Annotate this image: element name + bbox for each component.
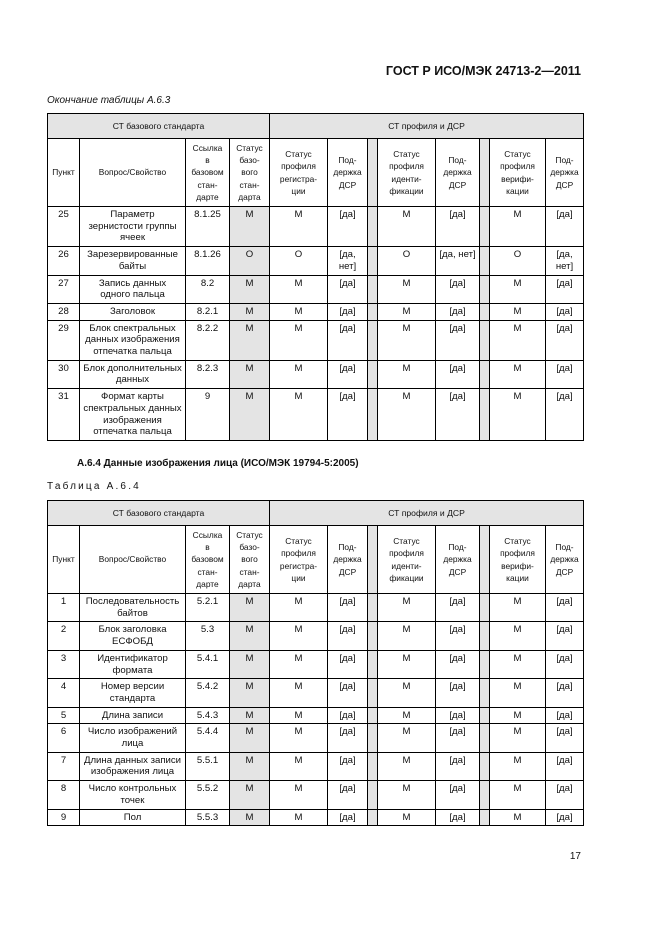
cell-item: 30	[48, 360, 80, 388]
cell-status-identification: M	[378, 275, 436, 303]
cell-status-identification: M	[378, 622, 436, 650]
cell-support-registration: [да]	[328, 781, 368, 809]
header-item: Пункт	[48, 526, 80, 594]
header-support-verification: Под- держка ДСР	[546, 526, 584, 594]
table-row	[48, 247, 584, 275]
header-group-profile: СТ профиля и ДСР	[270, 501, 584, 526]
cell-status-verification: M	[490, 707, 546, 724]
cell-item: 29	[48, 320, 80, 360]
table-header	[48, 114, 584, 207]
cell-support-identification: [да]	[436, 303, 480, 320]
table-row	[48, 724, 584, 752]
cell-support-identification: [да]	[436, 389, 480, 441]
cell-item: 3	[48, 650, 80, 678]
cell-item: 6	[48, 724, 80, 752]
cell-support-registration: [да]	[328, 207, 368, 247]
cell-reference: 5.4.2	[186, 679, 230, 707]
cell-status-registration: M	[270, 389, 328, 441]
header-support-registration: Под- держка ДСР	[328, 139, 368, 207]
cell-spacer	[368, 303, 378, 320]
cell-support-verification: [да]	[546, 360, 584, 388]
cell-support-identification: [да]	[436, 752, 480, 780]
cell-support-identification: [да]	[436, 781, 480, 809]
cell-status-base: M	[230, 594, 270, 622]
cell-status-identification: M	[378, 679, 436, 707]
cell-spacer	[368, 781, 378, 809]
cell-spacer	[368, 275, 378, 303]
cell-status-verification: M	[490, 781, 546, 809]
header-spacer	[480, 526, 490, 594]
cell-item: 8	[48, 781, 80, 809]
cell-support-verification: [да]	[546, 809, 584, 826]
cell-status-verification: M	[490, 389, 546, 441]
cell-support-registration: [да]	[328, 622, 368, 650]
cell-support-registration: [да]	[328, 724, 368, 752]
cell-question: Блок спектральных данных изображения отпечатка пальца	[80, 320, 186, 360]
cell-status-verification: M	[490, 724, 546, 752]
cell-spacer	[368, 360, 378, 388]
header-item: Пункт	[48, 139, 80, 207]
cell-support-registration: [да]	[328, 303, 368, 320]
cell-status-registration: M	[270, 809, 328, 826]
cell-question: Идентификатор формата	[80, 650, 186, 678]
cell-status-base: M	[230, 707, 270, 724]
cell-item: 25	[48, 207, 80, 247]
cell-spacer	[368, 594, 378, 622]
cell-support-registration: [да]	[328, 809, 368, 826]
cell-item: 9	[48, 809, 80, 826]
cell-support-identification: [да]	[436, 809, 480, 826]
cell-spacer	[480, 679, 490, 707]
cell-spacer	[480, 360, 490, 388]
cell-status-base: M	[230, 389, 270, 441]
table-row	[48, 303, 584, 320]
header-group-base: СТ базового стандарта	[48, 114, 270, 139]
cell-status-base: M	[230, 650, 270, 678]
header-group-profile: СТ профиля и ДСР	[270, 114, 584, 139]
cell-support-identification: [да]	[436, 650, 480, 678]
cell-support-verification: [да]	[546, 303, 584, 320]
header-spacer	[368, 139, 378, 207]
cell-status-verification: M	[490, 275, 546, 303]
cell-support-identification: [да]	[436, 207, 480, 247]
table-a-6-3	[47, 113, 584, 441]
cell-question: Последовательность байтов	[80, 594, 186, 622]
cell-spacer	[368, 650, 378, 678]
cell-support-identification: [да]	[436, 622, 480, 650]
cell-spacer	[480, 207, 490, 247]
cell-reference: 5.4.3	[186, 707, 230, 724]
page-number: 17	[569, 851, 581, 862]
cell-spacer	[368, 320, 378, 360]
cell-status-base: M	[230, 360, 270, 388]
header-reference: Ссылка в базовом стан- дарте	[186, 139, 230, 207]
cell-status-identification: M	[378, 389, 436, 441]
cell-support-registration: [да]	[328, 752, 368, 780]
cell-status-identification: M	[378, 594, 436, 622]
cell-support-identification: [да]	[436, 724, 480, 752]
table-row	[48, 389, 584, 441]
header-status-verification: Статус профиля верифи- кации	[490, 526, 546, 594]
cell-status-identification: M	[378, 320, 436, 360]
cell-item: 4	[48, 679, 80, 707]
cell-spacer	[368, 679, 378, 707]
cell-support-verification: [да]	[546, 207, 584, 247]
cell-support-registration: [да]	[328, 360, 368, 388]
table-row	[48, 679, 584, 707]
cell-question: Номер версии стандарта	[80, 679, 186, 707]
cell-spacer	[368, 809, 378, 826]
header-group-base: СТ базового стандарта	[48, 501, 270, 526]
cell-status-verification: M	[490, 320, 546, 360]
cell-spacer	[480, 724, 490, 752]
cell-item: 7	[48, 752, 80, 780]
cell-status-identification: M	[378, 303, 436, 320]
cell-status-verification: M	[490, 303, 546, 320]
header-spacer	[480, 139, 490, 207]
cell-spacer	[480, 809, 490, 826]
table-row	[48, 622, 584, 650]
cell-reference: 5.5.1	[186, 752, 230, 780]
header-spacer	[368, 526, 378, 594]
table-row	[48, 360, 584, 388]
table2-caption: Таблица А.6.4	[47, 481, 141, 492]
table-row	[48, 207, 584, 247]
cell-item: 2	[48, 622, 80, 650]
header-support-verification: Под- держка ДСР	[546, 139, 584, 207]
header-status-identification: Статус профиля иденти- фикации	[378, 526, 436, 594]
table-body	[48, 207, 584, 441]
cell-support-verification: [да]	[546, 594, 584, 622]
cell-support-identification: [да]	[436, 360, 480, 388]
cell-reference: 5.4.4	[186, 724, 230, 752]
table-a-6-4	[47, 500, 584, 826]
header-status-identification: Статус профиля иденти- фикации	[378, 139, 436, 207]
document-code: ГОСТ Р ИСО/МЭК 24713-2—2011	[385, 64, 581, 78]
cell-support-verification: [да]	[546, 707, 584, 724]
cell-status-base: M	[230, 320, 270, 360]
table-row	[48, 752, 584, 780]
header-question: Вопрос/Свойство	[80, 139, 186, 207]
cell-support-verification: [да]	[546, 724, 584, 752]
cell-status-base: M	[230, 679, 270, 707]
cell-status-identification: M	[378, 724, 436, 752]
cell-item: 28	[48, 303, 80, 320]
cell-status-registration: M	[270, 650, 328, 678]
header-question: Вопрос/Свойство	[80, 526, 186, 594]
cell-question: Длина данных записи изображения лица	[80, 752, 186, 780]
cell-status-identification: M	[378, 650, 436, 678]
cell-reference: 9	[186, 389, 230, 441]
cell-status-verification: M	[490, 207, 546, 247]
cell-reference: 8.2.1	[186, 303, 230, 320]
cell-spacer	[368, 724, 378, 752]
cell-status-verification: M	[490, 679, 546, 707]
cell-question: Параметр зернистости группы ячеек	[80, 207, 186, 247]
cell-reference: 5.2.1	[186, 594, 230, 622]
cell-status-registration: M	[270, 622, 328, 650]
cell-status-verification: M	[490, 752, 546, 780]
cell-status-registration: M	[270, 207, 328, 247]
cell-question: Длина записи	[80, 707, 186, 724]
cell-reference: 5.5.3	[186, 809, 230, 826]
cell-status-identification: M	[378, 809, 436, 826]
cell-question: Запись данных одного пальца	[80, 275, 186, 303]
cell-status-base: M	[230, 275, 270, 303]
cell-status-identification: M	[378, 752, 436, 780]
cell-spacer	[480, 247, 490, 275]
cell-spacer	[368, 247, 378, 275]
table1-caption: Окончание таблицы А.6.3	[47, 95, 171, 106]
cell-support-registration: [да]	[328, 275, 368, 303]
header-status-base: Статус базо- вого стан- дарта	[230, 139, 270, 207]
cell-status-base: M	[230, 809, 270, 826]
cell-status-verification: M	[490, 360, 546, 388]
cell-spacer	[368, 622, 378, 650]
cell-question: Заголовок	[80, 303, 186, 320]
cell-item: 31	[48, 389, 80, 441]
cell-spacer	[368, 207, 378, 247]
cell-support-registration: [да]	[328, 707, 368, 724]
cell-support-identification: [да]	[436, 275, 480, 303]
cell-spacer	[368, 389, 378, 441]
header-reference: Ссылка в базовом стан- дарте	[186, 526, 230, 594]
table-row	[48, 275, 584, 303]
cell-question: Число изображений лица	[80, 724, 186, 752]
cell-status-base: M	[230, 622, 270, 650]
cell-status-registration: M	[270, 594, 328, 622]
table-body	[48, 594, 584, 826]
cell-support-identification: [да]	[436, 320, 480, 360]
table-row	[48, 707, 584, 724]
cell-status-identification: M	[378, 360, 436, 388]
cell-reference: 8.2.3	[186, 360, 230, 388]
header-support-identification: Под- держка ДСР	[436, 139, 480, 207]
cell-support-identification: [да, нет]	[436, 247, 480, 275]
cell-status-base: M	[230, 207, 270, 247]
cell-spacer	[480, 320, 490, 360]
cell-support-verification: [да, нет]	[546, 247, 584, 275]
cell-reference: 8.2	[186, 275, 230, 303]
cell-item: 26	[48, 247, 80, 275]
header-support-identification: Под- держка ДСР	[436, 526, 480, 594]
cell-support-verification: [да]	[546, 622, 584, 650]
cell-support-registration: [да]	[328, 679, 368, 707]
cell-support-identification: [да]	[436, 594, 480, 622]
cell-status-identification: M	[378, 207, 436, 247]
cell-status-verification: M	[490, 809, 546, 826]
cell-question: Зарезервированные байты	[80, 247, 186, 275]
cell-status-identification: O	[378, 247, 436, 275]
cell-status-base: O	[230, 247, 270, 275]
cell-spacer	[368, 752, 378, 780]
header-status-verification: Статус профиля верифи- кации	[490, 139, 546, 207]
cell-support-identification: [да]	[436, 679, 480, 707]
cell-status-registration: M	[270, 724, 328, 752]
cell-support-registration: [да]	[328, 650, 368, 678]
cell-reference: 8.1.25	[186, 207, 230, 247]
cell-status-verification: M	[490, 622, 546, 650]
header-status-registration: Статус профиля регистра- ции	[270, 526, 328, 594]
cell-reference: 8.1.26	[186, 247, 230, 275]
cell-status-registration: M	[270, 752, 328, 780]
cell-reference: 5.3	[186, 622, 230, 650]
cell-item: 1	[48, 594, 80, 622]
cell-spacer	[480, 594, 490, 622]
cell-support-verification: [да]	[546, 275, 584, 303]
cell-status-base: M	[230, 781, 270, 809]
cell-status-registration: M	[270, 320, 328, 360]
table-row	[48, 320, 584, 360]
cell-question: Блок дополнительных данных	[80, 360, 186, 388]
cell-question: Формат карты спектральных данных изображения отпечатка пальца	[80, 389, 186, 441]
cell-status-registration: M	[270, 707, 328, 724]
cell-spacer	[480, 752, 490, 780]
header-status-registration: Статус профиля регистра- ции	[270, 139, 328, 207]
header-support-registration: Под- держка ДСР	[328, 526, 368, 594]
cell-support-registration: [да]	[328, 594, 368, 622]
cell-status-verification: M	[490, 650, 546, 678]
cell-status-identification: M	[378, 781, 436, 809]
cell-status-identification: M	[378, 707, 436, 724]
cell-status-registration: M	[270, 360, 328, 388]
cell-item: 5	[48, 707, 80, 724]
table-row	[48, 594, 584, 622]
cell-spacer	[480, 275, 490, 303]
cell-support-verification: [да]	[546, 650, 584, 678]
cell-support-verification: [да]	[546, 320, 584, 360]
table-row	[48, 781, 584, 809]
cell-support-identification: [да]	[436, 707, 480, 724]
cell-question: Число контрольных точек	[80, 781, 186, 809]
cell-support-verification: [да]	[546, 781, 584, 809]
cell-spacer	[480, 303, 490, 320]
cell-support-registration: [да]	[328, 320, 368, 360]
cell-status-registration: M	[270, 303, 328, 320]
cell-support-registration: [да, нет]	[328, 247, 368, 275]
cell-question: Блок заголовка ЕСФОБД	[80, 622, 186, 650]
cell-question: Пол	[80, 809, 186, 826]
cell-status-verification: O	[490, 247, 546, 275]
section-title: А.6.4 Данные изображения лица (ИСО/МЭК 19794-5:2005)	[77, 458, 359, 469]
cell-status-base: M	[230, 724, 270, 752]
cell-spacer	[480, 650, 490, 678]
cell-status-registration: M	[270, 679, 328, 707]
cell-support-verification: [да]	[546, 389, 584, 441]
cell-reference: 8.2.2	[186, 320, 230, 360]
table-header	[48, 501, 584, 594]
table-row	[48, 650, 584, 678]
cell-status-registration: M	[270, 275, 328, 303]
cell-spacer	[480, 781, 490, 809]
cell-spacer	[480, 707, 490, 724]
table-row	[48, 809, 584, 826]
cell-status-base: M	[230, 752, 270, 780]
cell-spacer	[480, 389, 490, 441]
cell-spacer	[480, 622, 490, 650]
cell-item: 27	[48, 275, 80, 303]
cell-support-verification: [да]	[546, 679, 584, 707]
cell-support-registration: [да]	[328, 389, 368, 441]
cell-status-base: M	[230, 303, 270, 320]
cell-status-registration: M	[270, 781, 328, 809]
cell-reference: 5.5.2	[186, 781, 230, 809]
cell-status-verification: M	[490, 594, 546, 622]
cell-support-verification: [да]	[546, 752, 584, 780]
cell-spacer	[368, 707, 378, 724]
cell-reference: 5.4.1	[186, 650, 230, 678]
cell-status-registration: O	[270, 247, 328, 275]
header-status-base: Статус базо- вого стан- дарта	[230, 526, 270, 594]
